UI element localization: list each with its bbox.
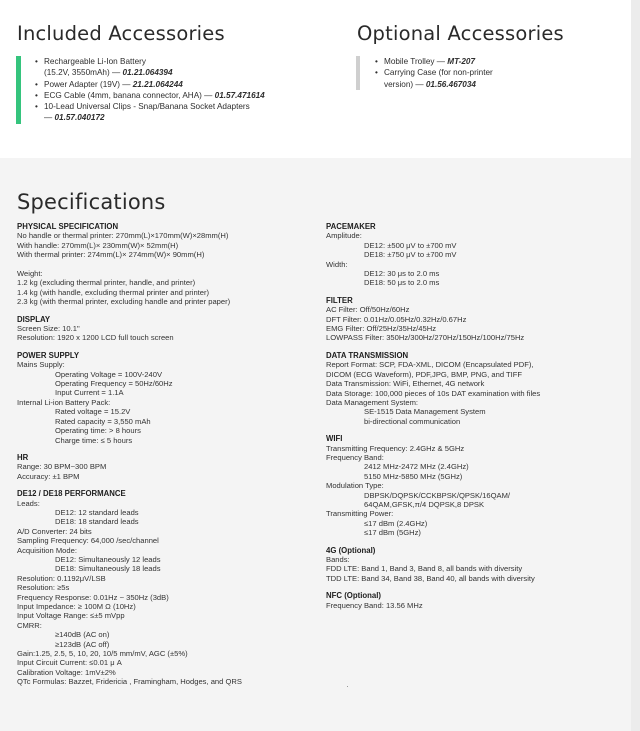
spec-line: 1.4 kg (with handle, excluding thermal printer and printer) — [17, 287, 210, 297]
spec-group — [17, 222, 317, 307]
spec-line: Gain:1.25, 2.5, 5, 10, 20, 10/5 mm/mV, AGC (±5%) — [17, 649, 188, 659]
spec-line: Bands: — [326, 555, 350, 564]
part-number: 21.21.064244 — [132, 79, 183, 89]
part-number: MT-207 — [447, 57, 476, 66]
spec-line: Width: — [326, 259, 348, 269]
spec-line: Data Transmission: WiFi, Ethernet, 4G network — [326, 379, 485, 389]
spec-line: Resolution: 0.1192μV/LSB — [17, 573, 106, 583]
specs-left-column — [17, 222, 317, 695]
spec-line: With handle: 270mm(L)× 230mm(W)× 52mm(H) — [17, 240, 179, 250]
spec-line: DE12: 12 standard leads — [55, 507, 139, 517]
spec-line: Internal Li-ion Battery Pack: — [17, 397, 111, 407]
spec-group — [326, 591, 626, 610]
spec-line: Sampling Frequency: 64,000 /sec/channel — [17, 536, 159, 546]
spec-line: CMRR: — [17, 620, 42, 630]
spec-line: DBPSK/DQPSK/CCKBPSK/QPSK/16QAM/ — [364, 490, 511, 500]
spec-line: Rated voltage = 15.2V — [55, 407, 131, 417]
spec-group-title: DE12 / DE18 PERFORMANCE — [17, 489, 126, 499]
spec-group-title: DISPLAY — [17, 314, 51, 324]
spec-line: ≥140dB (AC on) — [55, 630, 110, 640]
bullet-icon: • — [375, 57, 378, 66]
spec-line: bi-directional communication — [364, 416, 461, 426]
bullet-icon: • — [35, 90, 38, 100]
bullet-icon: • — [375, 68, 378, 78]
spec-line: ≤17 dBm (2.4GHz) — [364, 518, 428, 528]
spec-group-title: PACEMAKER — [326, 222, 376, 231]
spec-line: QTc Formulas: Bazzet, Fridericia , Framingham, Hodges, and QRS — [17, 677, 242, 687]
bullet-icon: • — [35, 57, 38, 66]
spec-line: A/D Converter: 24 bits — [17, 526, 92, 536]
specs-right-column — [326, 222, 626, 618]
spec-group-title: NFC (Optional) — [326, 591, 382, 601]
spec-group — [326, 434, 626, 537]
part-number: 01.57.040172 — [54, 113, 105, 123]
spec-line: 2.3 kg (with thermal printer, excluding handle and printer paper) — [17, 297, 231, 307]
list-item: • Power Adapter (19V) — 21.21.064244 — [35, 79, 183, 89]
spec-group-title: WIFI — [326, 434, 343, 444]
spec-line: Operating Voltage = 100V-240V — [55, 369, 163, 379]
spec-line: EMG Filter: Off/25Hz/35Hz/45Hz — [326, 324, 437, 334]
spec-line: SE-1515 Data Management System — [364, 407, 486, 417]
spec-line: Modulation Type: — [326, 481, 384, 491]
spec-line: Acquisition Mode: — [17, 545, 77, 555]
optional-accessories-list — [356, 56, 640, 90]
spec-line: Frequency Response: 0.01Hz ~ 350Hz (3dB) — [17, 592, 169, 602]
part-number: 01.57.471614 — [214, 90, 265, 100]
spec-group-title: POWER SUPPLY — [17, 350, 80, 360]
spec-line: DE18: 50 μs to 2.0 ms — [364, 278, 440, 288]
spec-line: Rated capacity = 3,550 mAh — [55, 416, 151, 426]
optional-accessories-title: Optional Accessories — [357, 22, 564, 45]
spec-line: Data Management System: — [326, 397, 419, 407]
spec-line: Accuracy: ±1 BPM — [17, 471, 80, 481]
spec-line: Frequency Band: 13.56 MHz — [326, 600, 423, 610]
spec-line: Range: 30 BPM~300 BPM — [17, 462, 107, 472]
list-item: • Mobile Trolley — MT-207 — [375, 57, 476, 66]
spec-line: Operating time: > 8 hours — [55, 426, 141, 436]
spec-line: Charge time: ≤ 5 hours — [55, 435, 133, 445]
spec-group-title: 4G (Optional) — [326, 545, 376, 555]
spec-line: Leads: — [17, 498, 40, 508]
spec-group-title: DATA TRANSMISSION — [326, 350, 409, 360]
spec-line: LOWPASS Filter: 350Hz/300Hz/270Hz/150Hz/100Hz/75Hz — [326, 333, 525, 343]
spec-line: 1.2 kg (excluding thermal printer, handle, and printer) — [17, 278, 196, 288]
spec-line: Data Storage: 100,000 pieces of 10s DAT examination with files — [326, 388, 541, 398]
spec-line: 64QAM,GFSK,π/4 DQPSK,8 DPSK — [364, 499, 485, 509]
spec-line: Calibration Voltage: 1mV±2% — [17, 667, 116, 677]
spec-line: Screen Size: 10.1" — [17, 324, 80, 334]
spec-line: DE18: Simultaneously 18 leads — [55, 564, 161, 574]
spec-line: Input Current = 1.1A — [55, 388, 124, 398]
list-item: • ECG Cable (4mm, banana connector, AHA) — 01.57.471614 — [35, 90, 265, 100]
bullet-icon: • — [35, 79, 38, 89]
spec-group — [326, 296, 626, 343]
spec-line: Operating Frequency = 50Hz/60Hz — [55, 379, 173, 389]
spec-line: Weight: — [17, 269, 43, 279]
spec-line: DE12: 30 μs to 2.0 ms — [364, 269, 440, 279]
list-item: • Carrying Case (for non-printer version) — 01.56.467034 — [375, 68, 493, 89]
spec-group — [17, 315, 317, 343]
spec-group — [17, 351, 317, 445]
spec-line: Report Format: SCP, FDA-XML, DICOM (Encapsulated PDF), — [326, 360, 534, 370]
list-item: • Rechargeable Li-Ion Battery (15.2V, 3550mAh) — 01.21.064394 — [35, 57, 173, 78]
spec-line: DE12: ±500 μV to ±700 mV — [364, 240, 457, 250]
spec-group-title: HR — [17, 452, 29, 462]
spec-group — [17, 489, 317, 687]
spec-line: Transmitting Frequency: 2.4GHz & 5GHz — [326, 443, 465, 453]
included-accessories-title: Included Accessories — [17, 22, 225, 45]
spec-line: DE12: Simultaneously 12 leads — [55, 554, 161, 564]
spec-group — [326, 546, 626, 584]
spec-group-title: FILTER — [326, 295, 353, 305]
page-edge-rule — [631, 0, 640, 731]
spacer — [17, 260, 317, 269]
spec-line: ≤17 dBm (5GHz) — [364, 528, 421, 538]
spec-line: No handle or thermal printer: 270mm(L)×170mm(W)×28mm(H) — [17, 231, 229, 241]
part-number: 01.56.467034 — [425, 79, 476, 89]
spec-line: Transmitting Power: — [326, 509, 394, 519]
stray-dot — [347, 686, 348, 687]
spec-group — [326, 222, 626, 288]
spec-line: Input Circuit Current: ≤0.01 μ A — [17, 658, 122, 668]
spec-line: DE18: ±750 μV to ±700 mV — [364, 250, 457, 260]
list-item: • 10-Lead Universal Clips - Snap/Banana Socket Adapters — 01.57.040172 — [35, 102, 250, 123]
spec-line: DE18: 18 standard leads — [55, 517, 139, 527]
spec-line: Input Impedance: ≥ 100M Ω (10Hz) — [17, 602, 136, 612]
part-number: 01.21.064394 — [122, 68, 173, 78]
spec-line: TDD LTE: Band 34, Band 38, Band 40, all bands with diversity — [326, 573, 535, 583]
spec-line: DFT Filter: 0.01Hz/0.05Hz/0.32Hz/0.67Hz — [326, 314, 467, 324]
spec-line: ≥123dB (AC off) — [55, 639, 110, 649]
spec-group — [326, 351, 626, 426]
spec-line: 5150 MHz-5850 MHz (5GHz) — [364, 471, 463, 481]
spec-line: FDD LTE: Band 1, Band 3, Band 8, all bands with diversity — [326, 564, 523, 574]
spec-line: Input Voltage Range: ≤±5 mVpp — [17, 611, 125, 621]
spec-line: Resolution: ≥5s — [17, 583, 70, 593]
spec-group — [17, 453, 317, 481]
spec-line: 2412 MHz-2472 MHz (2.4GHz) — [364, 462, 469, 472]
spec-line: DICOM (ECG Waveform), PDF,JPG, BMP, PNG, and TIFF — [326, 369, 523, 379]
bullet-icon: • — [35, 102, 38, 112]
spec-group-title: PHYSICAL SPECIFICATION — [17, 222, 119, 231]
included-accessories-list — [16, 56, 353, 124]
spec-line: With thermal printer: 274mm(L)× 274mm(W)× 90mm(H) — [17, 250, 205, 260]
spec-line: Mains Supply: — [17, 360, 65, 370]
spec-line: Frequency Band: — [326, 452, 384, 462]
spec-line: Amplitude: — [326, 231, 362, 241]
spec-line: AC Filter: Off/50Hz/60Hz — [326, 305, 410, 315]
specifications-title: Specifications — [17, 190, 166, 214]
spec-line: Resolution: 1920 x 1200 LCD full touch screen — [17, 333, 174, 343]
